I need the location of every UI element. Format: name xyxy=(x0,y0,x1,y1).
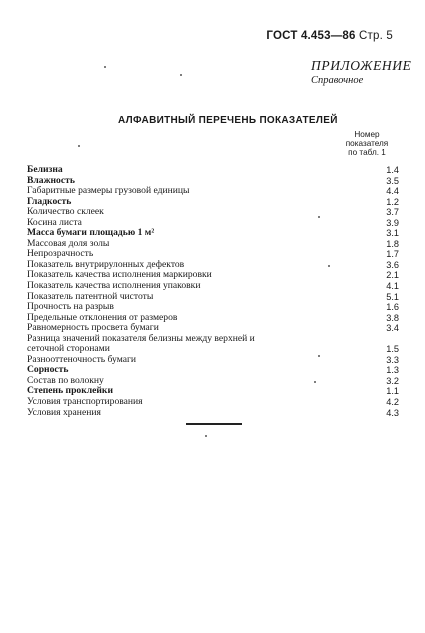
indicator-list xyxy=(27,165,399,418)
list-item xyxy=(27,408,399,419)
list-item xyxy=(27,281,399,292)
page-header xyxy=(266,30,393,42)
indicator-name: Состав по волокну xyxy=(27,374,104,386)
scan-speck xyxy=(318,355,320,357)
indicator-number: 4.2 xyxy=(386,397,399,408)
scan-speck xyxy=(104,66,106,68)
indicator-number: 4.1 xyxy=(386,281,399,292)
list-item xyxy=(27,207,399,218)
indicator-number: 3.3 xyxy=(386,354,399,365)
indicator-number: 3.8 xyxy=(386,312,399,323)
indicator-number: 3.4 xyxy=(386,323,399,334)
indicator-name: Разнооттеночность бумаги xyxy=(27,353,137,365)
appendix-subtitle: Справочное xyxy=(311,75,364,86)
indicator-number: 1.6 xyxy=(386,302,399,313)
indicator-name: Гладкость xyxy=(27,195,72,207)
indicator-name: Показатель качества исполнения маркировки xyxy=(27,269,212,281)
indicator-number: 1.3 xyxy=(386,365,399,376)
indicator-name: Косина листа xyxy=(27,216,82,228)
standard-number: ГОСТ 4.453—86 xyxy=(266,30,356,42)
page-number: Стр. 5 xyxy=(359,30,393,42)
indicator-name: Массовая доля золы xyxy=(27,237,110,249)
list-item xyxy=(27,334,399,355)
indicator-name: Условия транспортирования xyxy=(27,396,143,408)
indicator-name: Условия хранения xyxy=(27,406,101,418)
indicator-number: 3.1 xyxy=(386,228,399,239)
indicator-name: Непрозрачность xyxy=(27,248,94,260)
indicator-number: 3.6 xyxy=(386,259,399,270)
list-item xyxy=(27,186,399,197)
scan-speck xyxy=(314,381,316,383)
indicator-name: Масса бумаги площадью 1 м² xyxy=(27,227,155,239)
indicator-number: 1.7 xyxy=(386,249,399,260)
indicator-number: 1.8 xyxy=(386,238,399,249)
scan-speck xyxy=(328,265,330,267)
scan-speck xyxy=(180,74,182,76)
indicator-name: Белизна xyxy=(27,164,63,175)
indicator-name: Показатель патентной чистоты xyxy=(27,290,154,302)
list-item xyxy=(27,165,399,176)
indicator-number: 1.4 xyxy=(386,165,399,175)
appendix-title: ПРИЛОЖЕНИЕ xyxy=(311,58,412,73)
indicator-name: Степень проклейки xyxy=(27,385,113,397)
scan-speck xyxy=(78,145,80,147)
indicator-name: Сорность xyxy=(27,364,69,376)
scan-speck xyxy=(318,216,320,218)
indicator-name: Влажность xyxy=(27,174,75,186)
indicator-number: 3.7 xyxy=(386,207,399,218)
column-header-line: по табл. 1 xyxy=(348,148,386,157)
list-item xyxy=(27,397,399,408)
indicator-name: Количество склеек xyxy=(27,206,104,218)
end-rule xyxy=(186,423,242,425)
indicator-name: Предельные отклонения от размеров xyxy=(27,311,178,323)
indicator-number: 4.3 xyxy=(386,407,399,418)
indicator-number: 3.2 xyxy=(386,375,399,386)
indicator-number: 5.1 xyxy=(386,291,399,302)
indicator-number: 1.2 xyxy=(386,196,399,207)
scan-speck xyxy=(205,435,207,437)
indicator-number: 3.5 xyxy=(386,175,399,186)
list-item xyxy=(27,355,399,366)
indicator-name: Показатель качества исполнения упаковки xyxy=(27,280,201,292)
indicator-name: Показатель внутрирулонных дефектов xyxy=(27,258,185,270)
section-title: АЛФАВИТНЫЙ ПЕРЕЧЕНЬ ПОКАЗАТЕЛЕЙ xyxy=(118,115,338,126)
indicator-name: Разница значений показателя белизны между верхней и сеточной сторонами xyxy=(27,332,255,355)
column-header xyxy=(340,130,394,157)
indicator-name: Равномерность просвета бумаги xyxy=(27,322,159,334)
indicator-number: 1.5 xyxy=(386,344,399,355)
column-header-line: Номер xyxy=(354,130,380,139)
indicator-number: 2.1 xyxy=(386,270,399,281)
indicator-name: Прочность на разрыв xyxy=(27,301,114,313)
indicator-number: 1.1 xyxy=(386,386,399,397)
indicator-name: Габаритные размеры грузовой единицы xyxy=(27,185,190,197)
indicator-number: 4.4 xyxy=(386,186,399,197)
indicator-number: 3.9 xyxy=(386,217,399,228)
column-header-line: показателя xyxy=(345,139,389,148)
